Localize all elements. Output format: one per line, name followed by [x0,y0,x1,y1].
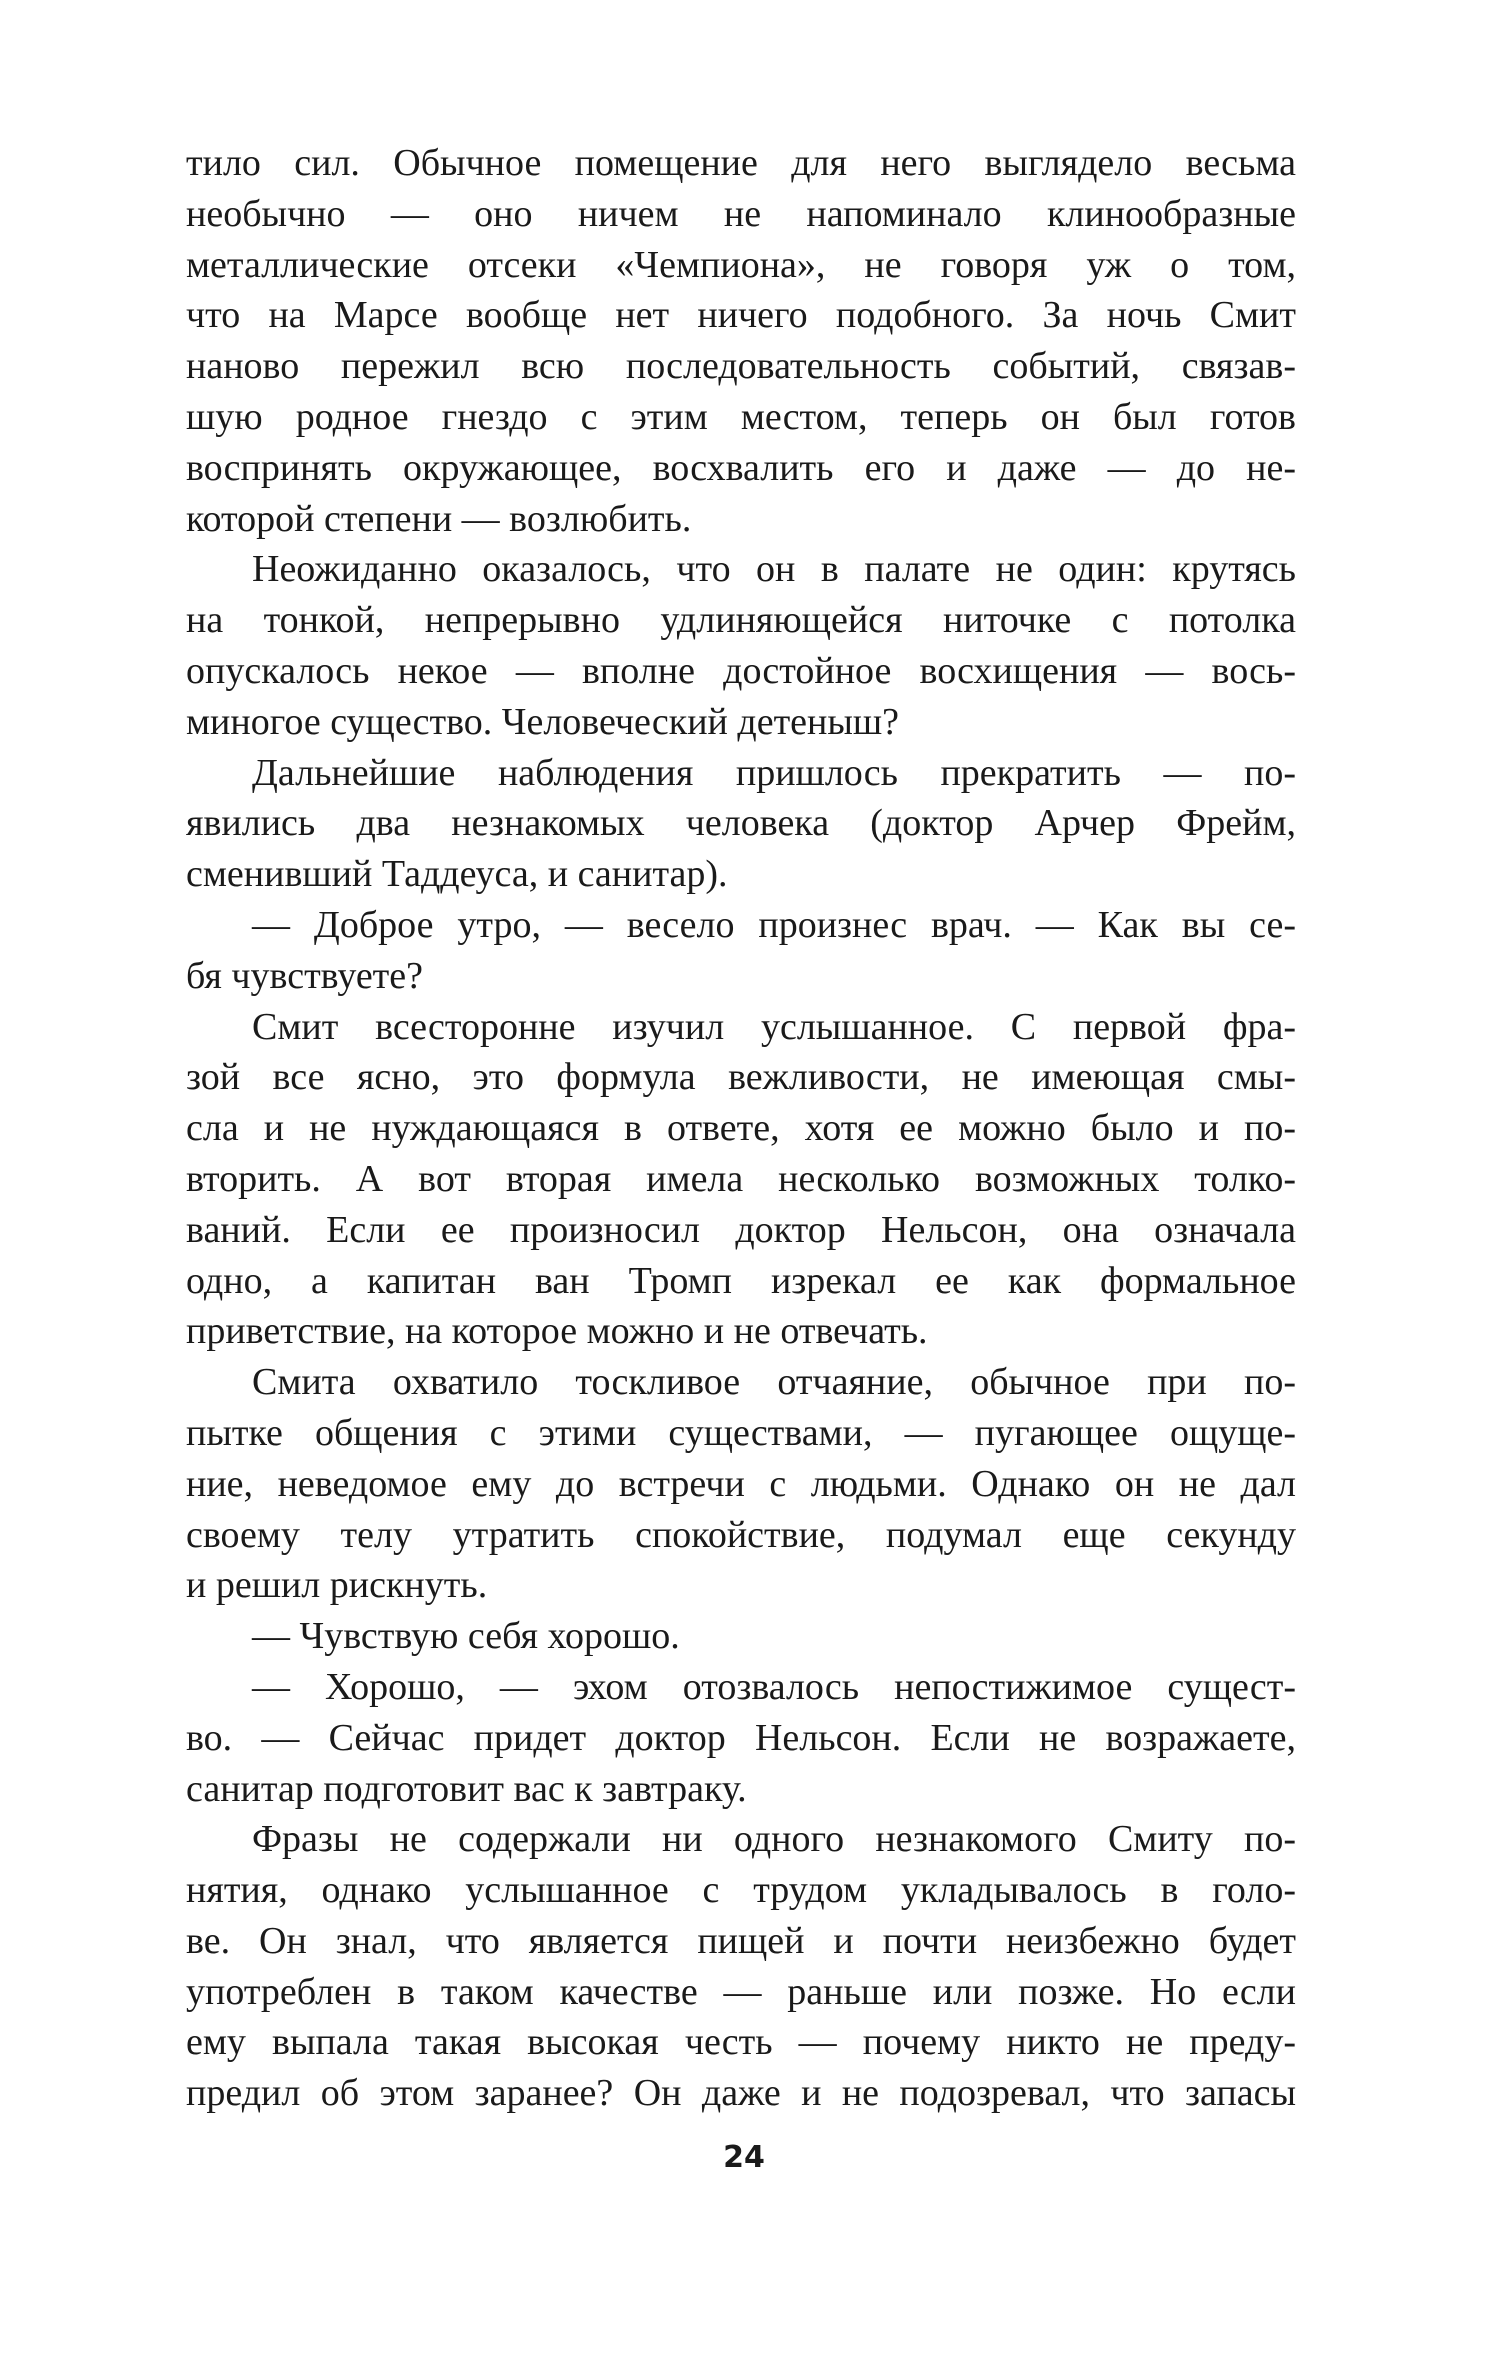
paragraph [186,900,1296,1002]
text-line: вторить. А вот вторая имела несколько возможных толко- [186,1157,1296,1200]
text-line: ве. Он знал, что является пищей и почти неизбежно будет [186,1919,1296,1962]
page-body-text [186,138,1296,2119]
text-line: одно, а капитан ван Тромп изрекал ее как формальное [186,1259,1296,1302]
text-line: — Доброе утро, — весело произнес врач. — Как вы се- [252,903,1296,946]
text-line: Неожиданно оказалось, что он в палате не один: крутясь [252,548,1296,591]
text-line: и решил рискнуть. [186,1564,488,1607]
paragraph [186,1611,1296,1662]
text-line: санитар подготовит вас к завтраку. [186,1767,747,1810]
text-line: ние, неведомое ему до встречи с людьми. Однако он не дал [186,1462,1296,1505]
text-line: во. — Сейчас придет доктор Нельсон. Если не возражаете, [186,1716,1296,1759]
text-line: что на Марсе вообще нет ничего подобного. За ночь Смит [186,294,1296,337]
text-line: сменивший Таддеуса, и санитар). [186,853,728,896]
text-line: Фразы не содержали ни одного незнакомого Смиту по- [252,1818,1296,1861]
text-line: употреблен в таком качестве — раньше или позже. Но если [186,1970,1296,2013]
text-line: необычно — оно ничем не напоминало клинообразные [186,192,1296,235]
text-line: явились два незнакомых человека (доктор Арчер Фрейм, [186,802,1296,845]
text-line: бя чувствуете? [186,954,424,997]
text-line: миногое существо. Человеческий детеныш? [186,700,900,743]
text-line: предил об этом заранее? Он даже и не подозревал, что запасы [186,2072,1296,2115]
paragraph [186,1002,1296,1358]
text-line: наново пережил всю последовательность событий, связав- [186,345,1296,388]
text-line: на тонкой, непрерывно удлиняющейся ниточке с потолка [186,599,1296,642]
paragraph [186,1814,1296,2119]
text-line: — Хорошо, — эхом отозвалось непостижимое сущест- [252,1665,1296,1708]
text-line: зой все ясно, это формула вежливости, не имеющая смы- [186,1056,1296,1099]
text-line: пытке общения с этими существами, — пугающее ощуще- [186,1411,1296,1454]
text-line: металлические отсеки «Чемпиона», не говоря уж о том, [186,243,1296,286]
paragraph [186,1357,1296,1611]
text-line: которой степени — возлюбить. [186,497,692,540]
paragraph [186,544,1296,747]
text-line: — Чувствую себя хорошо. [252,1615,680,1658]
paragraph [186,748,1296,900]
text-line: ваний. Если ее произносил доктор Нельсон, она означала [186,1208,1296,1251]
paragraph [186,1662,1296,1814]
text-line: ему выпала такая высокая честь — почему никто не преду- [186,2021,1296,2064]
text-line: приветствие, на которое можно и не отвечать. [186,1310,928,1353]
text-line: опускалось некое — вполне достойное восхищения — вось- [186,649,1296,692]
text-line: нятия, однако услышанное с трудом укладывалось в голо- [186,1869,1296,1912]
text-line: Дальнейшие наблюдения пришлось прекратить — по- [252,751,1296,794]
text-line: шую родное гнездо с этим местом, теперь он был готов [186,395,1296,438]
page-number: 24 [723,2140,765,2175]
text-line: Смита охватило тоскливое отчаяние, обычное при по- [252,1361,1296,1404]
paragraph [186,138,1296,544]
text-line: воспринять окружающее, восхвалить его и даже — до не- [186,446,1296,489]
text-line: тило сил. Обычное помещение для него выглядело весьма [186,142,1296,184]
text-line: своему телу утратить спокойствие, подумал еще секунду [186,1513,1296,1556]
text-line: сла и не нуждающаяся в ответе, хотя ее можно было и по- [186,1107,1296,1150]
text-line: Смит всесторонне изучил услышанное. С первой фра- [252,1005,1296,1048]
